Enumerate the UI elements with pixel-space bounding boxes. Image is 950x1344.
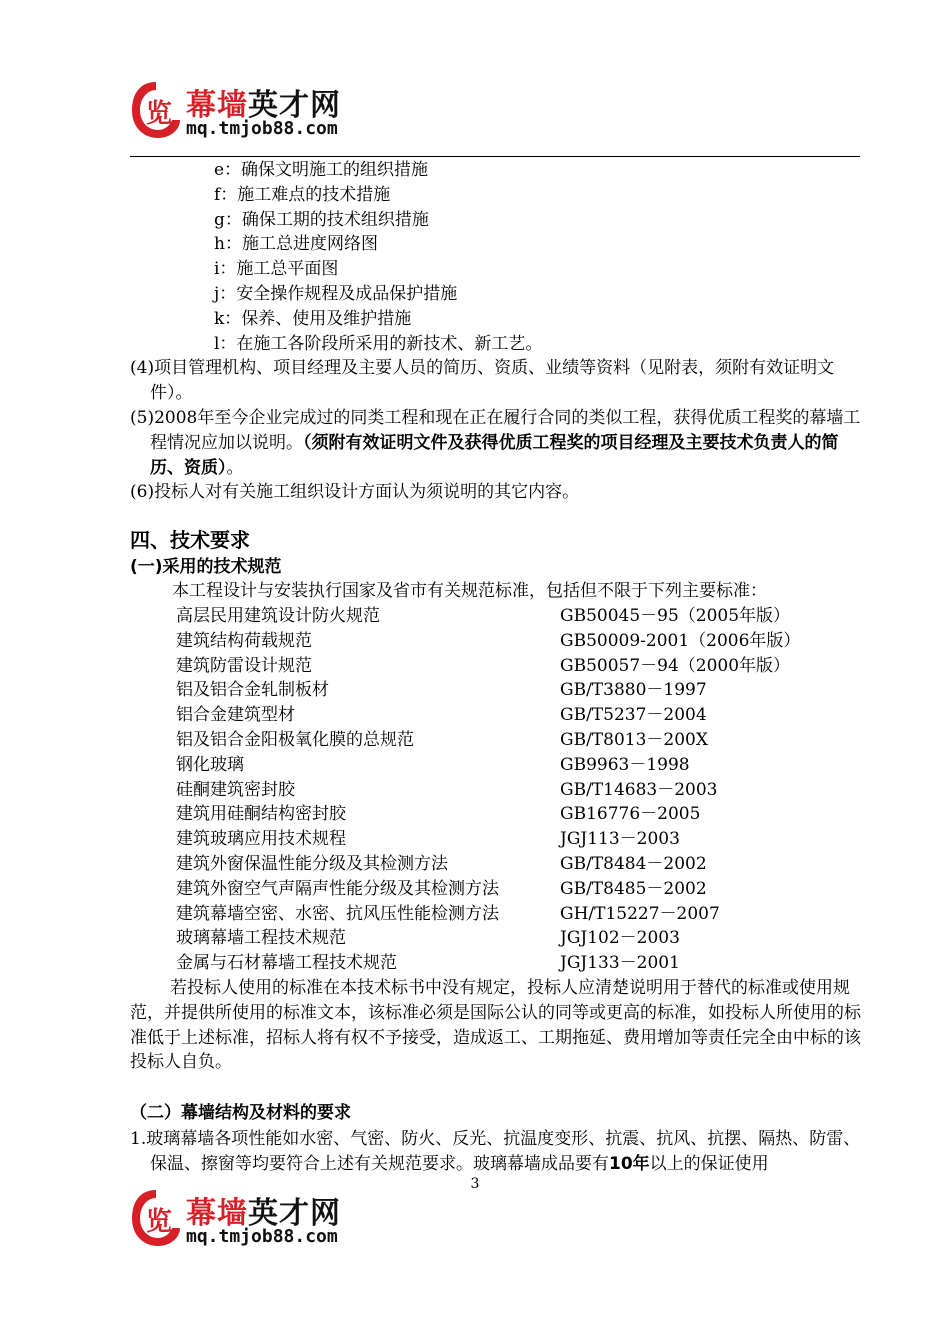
requirement-1-end: 以上的保证使用 — [649, 1153, 769, 1174]
standard-row — [130, 629, 862, 654]
paragraph-5-end: 。 — [226, 457, 244, 478]
standard-code: GB/T8485－2002 — [560, 878, 707, 899]
standard-code: GB9963－1998 — [560, 754, 690, 775]
standard-name: 铝及铝合金阳极氧化膜的总规范 — [176, 729, 414, 750]
standard-name: 钢化玻璃 — [176, 754, 244, 775]
standard-row — [130, 728, 862, 753]
standard-row — [130, 654, 862, 679]
standard-code: JGJ113－2003 — [560, 829, 680, 850]
logo-brand-part1: 幕墙 — [186, 88, 248, 123]
subsection-heading-2: （二）幕墙结构及材料的要求 — [130, 1103, 351, 1124]
requirement-1 — [130, 1127, 862, 1177]
logo-url: mq.tmjob88.com — [186, 1226, 338, 1247]
standard-row — [130, 877, 862, 902]
standard-code: GB/T8484－2002 — [560, 853, 707, 874]
logo-url: mq.tmjob88.com — [186, 118, 338, 139]
standard-row — [130, 852, 862, 877]
document-body — [130, 158, 862, 1177]
paragraph-4: (4)项目管理机构、项目经理及主要人员的简历、资质、业绩等资料（见附表，须附有效证明文件）。 — [130, 358, 835, 404]
paragraph-5-bold: （须附有效证明文件及获得优质工程奖的项目经理及主要技术负责人的简历、资质） — [150, 432, 839, 478]
logo-brand-part2: 英才网 — [248, 88, 341, 123]
header-divider — [130, 156, 860, 157]
paragraph-6: (6)投标人对有关施工组织设计方面认为须说明的其它内容。 — [130, 482, 580, 503]
requirement-1-text: 1.玻璃幕墙各项性能如水密、气密、防火、反光、抗温度变形、抗震、抗风、抗摆、隔热、防雷、保温、擦窗等均要符合上述有关规范要求。玻璃幕墙成品要有 — [130, 1129, 861, 1174]
standard-name: 硅酮建筑密封胶 — [176, 779, 295, 800]
section-heading: 四、技术要求 — [130, 528, 250, 553]
list-item: f：施工难点的技术措施 — [214, 184, 391, 205]
logo-brand-part1: 幕墙 — [186, 1196, 248, 1231]
standard-row — [130, 753, 862, 778]
list-item: g：确保工期的技术组织措施 — [214, 209, 429, 230]
standard-row — [130, 902, 862, 927]
standard-code: GB50045－95（2005年版） — [560, 605, 791, 626]
requirement-1-bold: 10年 — [609, 1153, 650, 1174]
standard-code: GB/T3880－1997 — [560, 680, 707, 701]
standards-list — [130, 604, 862, 976]
standard-name: 建筑外窗保温性能分级及其检测方法 — [176, 853, 448, 874]
standards-note: 若投标人使用的标准在本技术标书中没有规定，投标人应清楚说明用于替代的标准或使用规范，并提供所使用的标准文本，该标准必须是国际公认的同等或更高的标准，如投标人所使用的标准低于上述标准，招标人将有权不予接受，造成返工、工期拖延、费用增加等责任完全由中标的该投标人自负。 — [130, 977, 861, 1073]
list-item: h：施工总进度网络图 — [214, 234, 378, 255]
header-logo — [130, 78, 390, 148]
standard-row — [130, 827, 862, 852]
standard-row — [130, 604, 862, 629]
standard-name: 建筑用硅酮结构密封胶 — [176, 804, 346, 825]
standard-name: 建筑玻璃应用技术规程 — [176, 829, 346, 850]
standard-name: 建筑防雷设计规范 — [176, 655, 312, 676]
standard-code: GB16776－2005 — [560, 804, 701, 825]
standard-row — [130, 802, 862, 827]
standard-name: 铝及铝合金轧制板材 — [176, 680, 329, 701]
logo-mark-char: 览 — [145, 1207, 173, 1237]
list-item: l：在施工各阶段所采用的新技术、新工艺。 — [214, 333, 543, 354]
standard-name: 高层民用建筑设计防火规范 — [176, 605, 380, 626]
standard-code: JGJ102－2003 — [560, 928, 680, 949]
paragraph-5 — [130, 406, 862, 480]
standard-code: GB50057－94（2000年版） — [560, 655, 791, 676]
standard-row — [130, 703, 862, 728]
standard-row — [130, 926, 862, 951]
standard-row — [130, 678, 862, 703]
list-item: i：施工总平面图 — [214, 259, 339, 280]
standard-code: GB/T14683－2003 — [560, 779, 718, 800]
standard-name: 建筑外窗空气声隔声性能分级及其检测方法 — [176, 878, 499, 899]
standard-name: 金属与石材幕墙工程技术规范 — [176, 953, 397, 974]
standard-name: 铝合金建筑型材 — [176, 705, 295, 726]
intro-text: 本工程设计与安装执行国家及省市有关规范标准，包括但不限于下列主要标准： — [172, 581, 767, 602]
logo-mark-icon — [130, 80, 182, 140]
standard-code: JGJ133－2001 — [560, 953, 680, 974]
standard-name: 玻璃幕墙工程技术规范 — [176, 928, 346, 949]
standard-row — [130, 778, 862, 803]
standard-code: GB50009-2001（2006年版） — [560, 630, 801, 651]
footer-logo — [130, 1186, 390, 1256]
standard-code: GB/T8013－200X — [560, 729, 708, 750]
standard-name: 建筑结构荷载规范 — [176, 630, 312, 651]
list-item: k：保养、使用及维护措施 — [214, 308, 412, 329]
logo-brand-part2: 英才网 — [248, 1196, 341, 1231]
logo-mark-icon — [130, 1188, 182, 1248]
standard-row — [130, 951, 862, 976]
standard-code: GB/T5237－2004 — [560, 705, 707, 726]
page-number: 3 — [470, 1176, 480, 1192]
subsection-heading: (一)采用的技术规范 — [130, 557, 282, 578]
standard-name: 建筑幕墙空密、水密、抗风压性能检测方法 — [176, 903, 499, 924]
paragraph-5-text: (5)2008年至今企业完成过的同类工程和现在正在履行合同的类似工程，获得优质工程奖的幕墙工程情况应加以说明。 — [130, 407, 861, 453]
logo-mark-char: 览 — [145, 99, 173, 129]
list-item: j：安全操作规程及成品保护措施 — [214, 283, 458, 304]
list-item: e：确保文明施工的组织措施 — [214, 160, 429, 180]
standard-code: GH/T15227－2007 — [560, 903, 720, 924]
